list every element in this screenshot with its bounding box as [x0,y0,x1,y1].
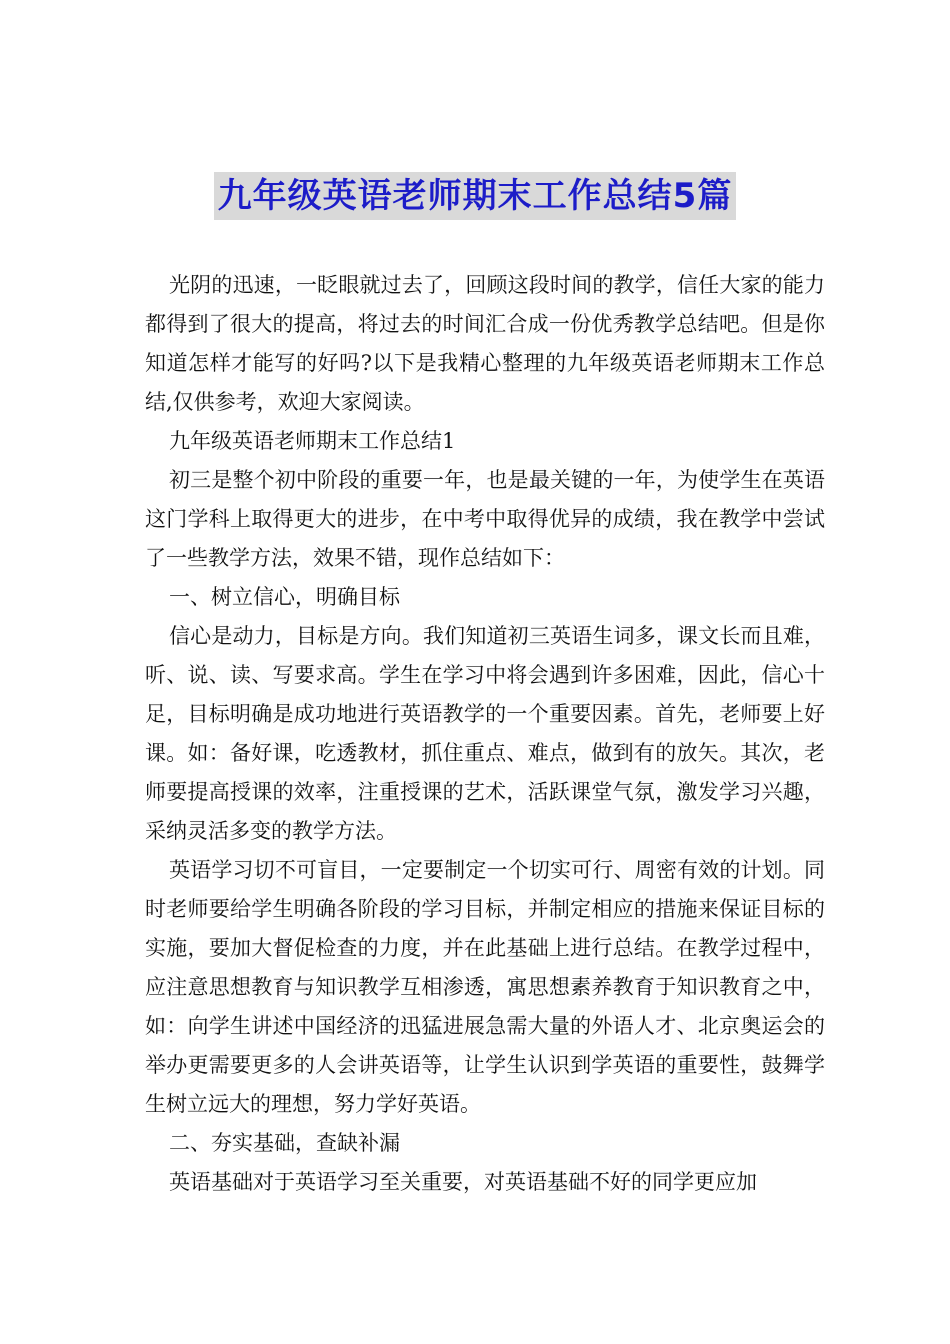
body-paragraph: 初三是整个初中阶段的重要一年，也是最关键的一年，为使学生在英语这门学科上取得更大的进步，在中考中取得优异的成绩，我在教学中尝试了一些教学方法，效果不错，现作总结如下： [145,468,825,570]
body-paragraph: 英语基础对于英语学习至关重要，对英语基础不好的同学更应加 [169,1170,757,1194]
subheading-1: 一、树立信心，明确目标 [169,585,400,609]
body-paragraph: 信心是动力，目标是方向。我们知道初三英语生词多，课文长而且难，听、说、读、写要求高。学生在学习中将会遇到许多困难，因此，信心十足，目标明确是成功地进行英语教学的一个重要因素。首先，老师要上好课。如：备好课，吃透教材，抓住重点、难点，做到有的放矢。其次，老师要提高授课的效率，注重授课的艺术，活跃课堂气氛，激发学习兴趣，采纳灵活多变的教学方法。 [145,624,825,843]
subheading-2: 二、夯实基础，查缺补漏 [169,1131,400,1155]
section-heading-1: 九年级英语老师期末工作总结1 [169,429,456,453]
document-title: 九年级英语老师期末工作总结5篇 [214,172,737,220]
document-body [145,266,825,1202]
body-paragraph: 英语学习切不可盲目，一定要制定一个切实可行、周密有效的计划。同时老师要给学生明确各阶段的学习目标，并制定相应的措施来保证目标的实施，要加大督促检查的力度，并在此基础上进行总结。在教学过程中，应注意思想教育与知识教学互相渗透，寓思想素养教育于知识教育之中，如：向学生讲述中国经济的迅猛进展急需大量的外语人才、北京奥运会的举办更需要更多的人会讲英语等，让学生认识到学英语的重要性，鼓舞学生树立远大的理想，努力学好英语。 [145,858,825,1116]
title-container [0,172,950,220]
intro-paragraph: 光阴的迅速，一眨眼就过去了，回顾这段时间的教学，信任大家的能力都得到了很大的提高，将过去的时间汇合成一份优秀教学总结吧。但是你知道怎样才能写的好吗?以下是我精心整理的九年级英语老师期末工作总结,仅供参考，欢迎大家阅读。 [145,273,825,414]
